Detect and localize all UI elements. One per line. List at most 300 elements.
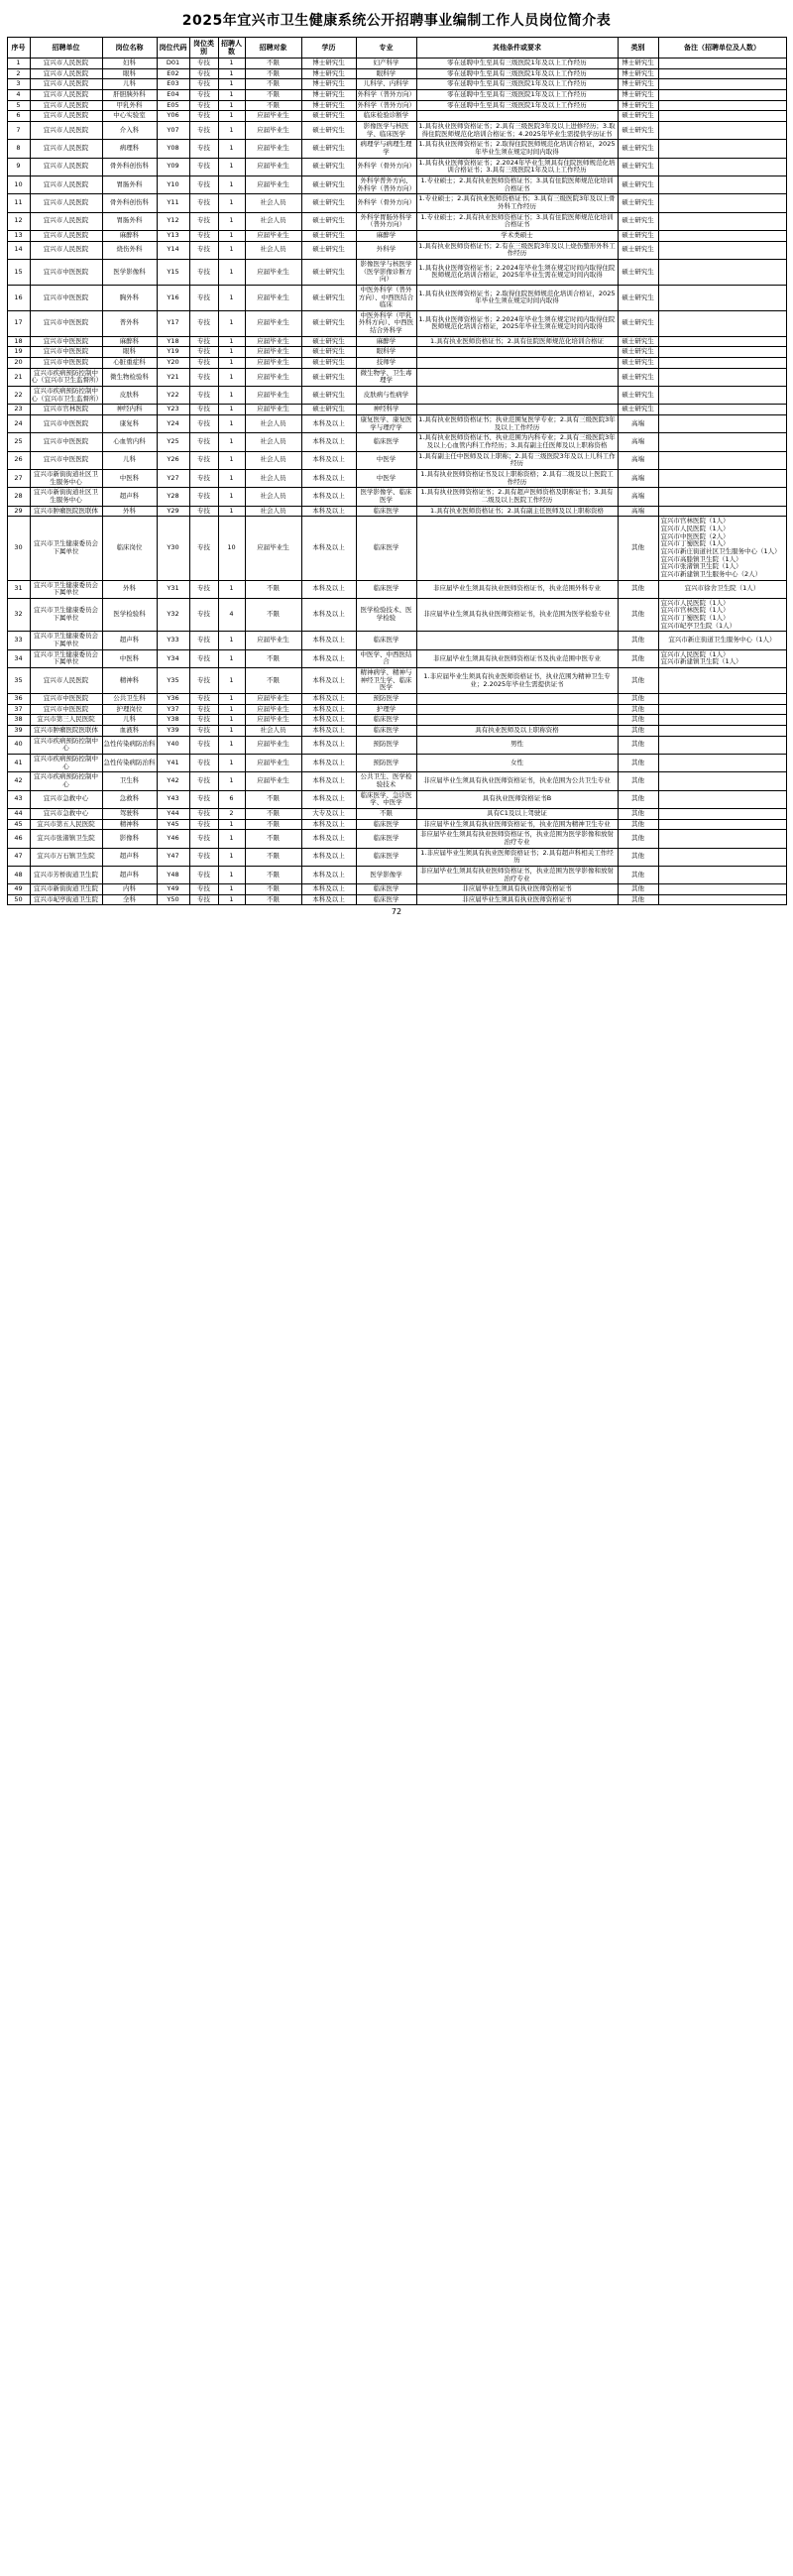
- row-code: Y06: [157, 111, 189, 122]
- col-major: 专业: [356, 38, 416, 59]
- job-positions-table: [7, 37, 787, 905]
- row-other: 男性: [416, 736, 618, 754]
- row-no: 21: [7, 368, 30, 386]
- row-major: 护理学: [356, 704, 416, 715]
- row-unit: 宜兴市卫生健康委员会下属单位: [30, 649, 102, 667]
- row-edu: 博士研究生: [301, 59, 356, 69]
- row-no: 24: [7, 415, 30, 433]
- row-num: 1: [218, 580, 245, 598]
- row-remark: [658, 368, 786, 386]
- row-major: 临床医学: [356, 726, 416, 737]
- table-row: [7, 387, 786, 405]
- row-other: 1.具有执业医师资格证书；2.具有超声医师资格及职称证书；3.具有二级及以上医院工作经历: [416, 488, 618, 506]
- row-target: 不限: [245, 90, 301, 101]
- row-code: E04: [157, 90, 189, 101]
- row-unit: 宜兴市人民医院: [30, 122, 102, 140]
- row-unit: 宜兴市人民医院: [30, 176, 102, 193]
- row-type: 专技: [189, 598, 218, 632]
- row-no: 43: [7, 790, 30, 808]
- row-edu: 硕士研究生: [301, 212, 356, 230]
- row-edu: 硕士研究生: [301, 230, 356, 241]
- col-num: 招聘人数: [218, 38, 245, 59]
- table-row: [7, 726, 786, 737]
- row-edu: 本科及以上: [301, 736, 356, 754]
- row-no: 4: [7, 90, 30, 101]
- row-post: 甲乳外科: [102, 100, 157, 111]
- row-no: 11: [7, 194, 30, 212]
- row-post: 外科: [102, 580, 157, 598]
- row-major: 妇产科学: [356, 59, 416, 69]
- row-no: 46: [7, 830, 30, 848]
- row-remark: [658, 336, 786, 347]
- row-code: Y24: [157, 415, 189, 433]
- row-type: 专技: [189, 715, 218, 726]
- row-num: 1: [218, 866, 245, 883]
- row-other: 1.具有执业医师资格证书；2.取得住院医师规范化培训合格证，2025年毕业生须在规定时间内取得: [416, 285, 618, 310]
- row-num: 1: [218, 488, 245, 506]
- row-remark: [658, 884, 786, 895]
- row-type: 专技: [189, 100, 218, 111]
- table-row: [7, 241, 786, 259]
- row-no: 19: [7, 347, 30, 358]
- row-post: 超声科: [102, 848, 157, 866]
- row-remark: [658, 158, 786, 176]
- row-code: Y12: [157, 212, 189, 230]
- row-num: 1: [218, 387, 245, 405]
- table-row: [7, 894, 786, 905]
- row-remark: [658, 387, 786, 405]
- row-code: Y22: [157, 387, 189, 405]
- row-remark: 宜兴市新庄街道卫生服务中心（1人）: [658, 632, 786, 649]
- row-remark: [658, 808, 786, 819]
- row-major: 外科学（骨外方向）: [356, 194, 416, 212]
- row-unit: 宜兴市中医医院: [30, 415, 102, 433]
- col-target: 招聘对象: [245, 38, 301, 59]
- row-target: 应届毕业生: [245, 336, 301, 347]
- row-type: 专技: [189, 506, 218, 517]
- row-major: 神经科学: [356, 405, 416, 415]
- row-major: 麻醉学: [356, 336, 416, 347]
- row-edu: 本科及以上: [301, 694, 356, 705]
- row-category: 其他: [618, 668, 658, 694]
- row-category: 高端: [618, 451, 658, 469]
- row-no: 37: [7, 704, 30, 715]
- row-no: 28: [7, 488, 30, 506]
- row-category: 硕士研究生: [618, 405, 658, 415]
- row-category: 博士研究生: [618, 90, 658, 101]
- row-edu: 本科及以上: [301, 848, 356, 866]
- row-code: Y18: [157, 336, 189, 347]
- row-code: Y13: [157, 230, 189, 241]
- row-edu: 本科及以上: [301, 580, 356, 598]
- row-target: 应届毕业生: [245, 285, 301, 310]
- row-remark: [658, 506, 786, 517]
- row-num: 10: [218, 517, 245, 580]
- row-post: 心脏重症科: [102, 358, 157, 369]
- row-unit: 宜兴市新街街道卫生院: [30, 884, 102, 895]
- row-target: 应届毕业生: [245, 259, 301, 285]
- row-remark: [658, 772, 786, 790]
- row-code: Y28: [157, 488, 189, 506]
- row-type: 专技: [189, 368, 218, 386]
- row-major: 影像医学与核医学、临床医学: [356, 122, 416, 140]
- row-post: 胸外科: [102, 285, 157, 310]
- table-row: [7, 336, 786, 347]
- row-type: 专技: [189, 819, 218, 830]
- row-code: Y36: [157, 694, 189, 705]
- row-major: 临床检验诊断学: [356, 111, 416, 122]
- row-num: 1: [218, 90, 245, 101]
- row-category: 其他: [618, 894, 658, 905]
- row-other: 1.具有副主任中医师及以上职称；2.具有三级医院3年及以上儿科工作经历: [416, 451, 618, 469]
- row-no: 5: [7, 100, 30, 111]
- row-remark: [658, 310, 786, 336]
- row-major: 外科学普外方向、外科学（普外方向）: [356, 176, 416, 193]
- row-remark: [658, 866, 786, 883]
- row-remark: [658, 451, 786, 469]
- row-target: 应届毕业生: [245, 176, 301, 193]
- row-num: 6: [218, 790, 245, 808]
- row-post: 介入科: [102, 122, 157, 140]
- row-type: 专技: [189, 122, 218, 140]
- row-other: 非应届毕业生须具有执业医师资格证书: [416, 894, 618, 905]
- row-no: 9: [7, 158, 30, 176]
- row-edu: 硕士研究生: [301, 122, 356, 140]
- row-post: 临床岗位: [102, 517, 157, 580]
- row-category: 硕士研究生: [618, 122, 658, 140]
- table-row: [7, 230, 786, 241]
- row-other: 零在延聘中生至具有三级医院1年及以上工作经历: [416, 100, 618, 111]
- row-post: 公共卫生科: [102, 694, 157, 705]
- row-edu: 硕士研究生: [301, 358, 356, 369]
- table-row: [7, 158, 786, 176]
- row-num: 1: [218, 469, 245, 487]
- row-unit: 宜兴市急救中心: [30, 808, 102, 819]
- row-no: 49: [7, 884, 30, 895]
- row-unit: 宜兴市屺亭街道卫生院: [30, 894, 102, 905]
- table-row: [7, 506, 786, 517]
- row-unit: 宜兴市万石镇卫生院: [30, 848, 102, 866]
- row-other: [416, 358, 618, 369]
- row-category: 硕士研究生: [618, 387, 658, 405]
- row-remark: [658, 358, 786, 369]
- row-type: 专技: [189, 405, 218, 415]
- row-post: 微生物检验科: [102, 368, 157, 386]
- row-major: 外科学（普外方向）: [356, 100, 416, 111]
- row-num: 1: [218, 79, 245, 90]
- row-type: 专技: [189, 176, 218, 193]
- page-number: 72: [391, 907, 402, 917]
- row-code: Y48: [157, 866, 189, 883]
- row-unit: 宜兴市新街街道社区卫生服务中心: [30, 469, 102, 487]
- row-type: 专技: [189, 866, 218, 883]
- row-num: 1: [218, 140, 245, 158]
- row-edu: 博士研究生: [301, 100, 356, 111]
- row-edu: 本科及以上: [301, 488, 356, 506]
- row-other: 学术类硕士: [416, 230, 618, 241]
- row-code: Y21: [157, 368, 189, 386]
- row-no: 15: [7, 259, 30, 285]
- row-no: 29: [7, 506, 30, 517]
- row-unit: 宜兴市肿瘤医院医联体: [30, 726, 102, 737]
- table-row: [7, 79, 786, 90]
- row-num: 1: [218, 726, 245, 737]
- row-num: 1: [218, 336, 245, 347]
- row-category: 其他: [618, 866, 658, 883]
- row-no: 35: [7, 668, 30, 694]
- row-major: 影像医学与核医学（医学影像诊断方向）: [356, 259, 416, 285]
- row-post: 护理岗位: [102, 704, 157, 715]
- row-type: 专技: [189, 433, 218, 451]
- row-remark: [658, 488, 786, 506]
- row-code: Y07: [157, 122, 189, 140]
- row-no: 40: [7, 736, 30, 754]
- row-code: Y33: [157, 632, 189, 649]
- row-post: 骨外科创伤科: [102, 194, 157, 212]
- row-post: 驾驶科: [102, 808, 157, 819]
- row-other: 非应届毕业生须具有执业医师资格证书，执业范围为医学影像和放射治疗专业: [416, 830, 618, 848]
- row-category: 高端: [618, 506, 658, 517]
- row-post: 超声科: [102, 632, 157, 649]
- row-unit: 宜兴市疾病预防控制中心: [30, 754, 102, 771]
- row-edu: 硕士研究生: [301, 176, 356, 193]
- row-post: 康复科: [102, 415, 157, 433]
- row-other: 1.具有执业医师资格证书；执业范围复医学专业；2.具有三级医院3年及以上工作经历: [416, 415, 618, 433]
- row-code: Y32: [157, 598, 189, 632]
- row-major: 微生物学、卫生毒理学: [356, 368, 416, 386]
- row-type: 专技: [189, 894, 218, 905]
- row-major: 预防医学: [356, 754, 416, 771]
- row-post: 骨外科创伤科: [102, 158, 157, 176]
- row-no: 33: [7, 632, 30, 649]
- row-num: 1: [218, 405, 245, 415]
- row-type: 专技: [189, 830, 218, 848]
- row-code: Y19: [157, 347, 189, 358]
- row-no: 13: [7, 230, 30, 241]
- table-row: [7, 176, 786, 193]
- row-other: [416, 405, 618, 415]
- row-num: 1: [218, 819, 245, 830]
- row-code: Y15: [157, 259, 189, 285]
- row-remark: [658, 90, 786, 101]
- table-row: [7, 59, 786, 69]
- row-category: 其他: [618, 517, 658, 580]
- row-type: 专技: [189, 884, 218, 895]
- row-post: 神经内科: [102, 405, 157, 415]
- row-post: 急救科: [102, 790, 157, 808]
- table-row: [7, 122, 786, 140]
- row-unit: 宜兴市中医医院: [30, 694, 102, 705]
- row-code: Y25: [157, 433, 189, 451]
- row-category: 硕士研究生: [618, 212, 658, 230]
- row-category: 其他: [618, 754, 658, 771]
- row-other: 非应届毕业生须具有执业医师资格证书: [416, 884, 618, 895]
- row-category: 博士研究生: [618, 68, 658, 79]
- row-post: 胃肠外科: [102, 176, 157, 193]
- row-remark: [658, 469, 786, 487]
- row-category: 其他: [618, 884, 658, 895]
- row-code: Y26: [157, 451, 189, 469]
- row-num: 1: [218, 884, 245, 895]
- row-no: 7: [7, 122, 30, 140]
- row-other: 具有C1及以上驾驶证: [416, 808, 618, 819]
- row-major: 康复医学、康复医学与理疗学: [356, 415, 416, 433]
- col-other: 其他条件或要求: [416, 38, 618, 59]
- row-num: 1: [218, 347, 245, 358]
- row-unit: 宜兴市人民医院: [30, 79, 102, 90]
- row-target: 不限: [245, 580, 301, 598]
- row-no: 31: [7, 580, 30, 598]
- row-other: 1.具有执业医师资格证书及以上职称资格；2.具有二级及以上医院工作经历: [416, 469, 618, 487]
- row-category: 博士研究生: [618, 79, 658, 90]
- row-edu: 本科及以上: [301, 433, 356, 451]
- row-code: Y38: [157, 715, 189, 726]
- row-edu: 本科及以上: [301, 598, 356, 632]
- row-unit: 宜兴市第五人民医院: [30, 819, 102, 830]
- row-post: 超声科: [102, 866, 157, 883]
- row-remark: [658, 212, 786, 230]
- row-target: 不限: [245, 59, 301, 69]
- row-no: 32: [7, 598, 30, 632]
- row-other: 非应届毕业生须具有执业医师资格证书，执业范围为公共卫生专业: [416, 772, 618, 790]
- row-num: 1: [218, 259, 245, 285]
- row-category: 其他: [618, 694, 658, 705]
- row-code: Y43: [157, 790, 189, 808]
- row-category: 其他: [618, 790, 658, 808]
- table-body: [7, 59, 786, 905]
- row-major: 精神病学、精神与神经卫生学、临床医学: [356, 668, 416, 694]
- row-no: 16: [7, 285, 30, 310]
- row-target: 应届毕业生: [245, 310, 301, 336]
- row-category: 高端: [618, 488, 658, 506]
- row-type: 专技: [189, 772, 218, 790]
- row-major: 儿科学、内科学: [356, 79, 416, 90]
- row-no: 50: [7, 894, 30, 905]
- row-type: 专技: [189, 347, 218, 358]
- table-row: [7, 68, 786, 79]
- row-no: 6: [7, 111, 30, 122]
- row-major: 外科学胃肠外科学（普外方向）: [356, 212, 416, 230]
- row-num: 1: [218, 176, 245, 193]
- row-category: 硕士研究生: [618, 158, 658, 176]
- row-edu: 硕士研究生: [301, 285, 356, 310]
- row-remark: [658, 111, 786, 122]
- row-target: 社会人员: [245, 415, 301, 433]
- row-category: 其他: [618, 580, 658, 598]
- row-major: 临床医学: [356, 848, 416, 866]
- row-target: 应届毕业生: [245, 405, 301, 415]
- row-post: 医学影像科: [102, 259, 157, 285]
- col-edu: 学历: [301, 38, 356, 59]
- row-target: 应届毕业生: [245, 140, 301, 158]
- row-no: 26: [7, 451, 30, 469]
- row-unit: 宜兴市肿瘤医院医联体: [30, 506, 102, 517]
- row-edu: 本科及以上: [301, 790, 356, 808]
- row-no: 38: [7, 715, 30, 726]
- row-target: 社会人员: [245, 194, 301, 212]
- row-unit: 宜兴市疾病预防控制中心（宜兴市卫生监督所）: [30, 368, 102, 386]
- row-num: 1: [218, 830, 245, 848]
- row-post: 急性传染病防治科: [102, 754, 157, 771]
- row-major: 临床医学: [356, 517, 416, 580]
- row-major: 中医学、中西医结合: [356, 649, 416, 667]
- row-edu: 本科及以上: [301, 830, 356, 848]
- row-type: 专技: [189, 736, 218, 754]
- row-num: 2: [218, 808, 245, 819]
- row-type: 专技: [189, 580, 218, 598]
- row-other: 1.具有执业医师资格证书；2.取得住院医师规范化培训合格证，2025年毕业生须在规定时间内取得: [416, 140, 618, 158]
- table-row: [7, 194, 786, 212]
- row-target: 社会人员: [245, 488, 301, 506]
- row-target: 社会人员: [245, 212, 301, 230]
- row-edu: 硕士研究生: [301, 158, 356, 176]
- row-post: 肝胆胰外科: [102, 90, 157, 101]
- row-edu: 硕士研究生: [301, 405, 356, 415]
- row-target: 社会人员: [245, 726, 301, 737]
- row-no: 18: [7, 336, 30, 347]
- row-type: 专技: [189, 387, 218, 405]
- row-no: 34: [7, 649, 30, 667]
- row-post: 妇科: [102, 59, 157, 69]
- row-unit: 宜兴市疾病预防控制中心（宜兴市卫生监督所）: [30, 387, 102, 405]
- row-no: 10: [7, 176, 30, 193]
- row-type: 专技: [189, 632, 218, 649]
- row-major: 眼科学: [356, 347, 416, 358]
- row-num: 1: [218, 848, 245, 866]
- row-target: 应届毕业生: [245, 358, 301, 369]
- row-edu: 硕士研究生: [301, 111, 356, 122]
- table-row: [7, 368, 786, 386]
- row-num: 1: [218, 715, 245, 726]
- table-row: [7, 140, 786, 158]
- row-type: 专技: [189, 808, 218, 819]
- row-major: 临床医学: [356, 632, 416, 649]
- table-row: [7, 347, 786, 358]
- table-row: [7, 517, 786, 580]
- row-type: 专技: [189, 469, 218, 487]
- row-code: D01: [157, 59, 189, 69]
- row-type: 专技: [189, 668, 218, 694]
- row-code: Y44: [157, 808, 189, 819]
- row-post: 心血管内科: [102, 433, 157, 451]
- row-major: 麻醉学: [356, 230, 416, 241]
- row-post: 儿科: [102, 79, 157, 90]
- row-other: [416, 704, 618, 715]
- row-edu: 硕士研究生: [301, 241, 356, 259]
- row-target: 应届毕业生: [245, 347, 301, 358]
- row-no: 25: [7, 433, 30, 451]
- row-edu: 硕士研究生: [301, 194, 356, 212]
- row-target: 不限: [245, 79, 301, 90]
- row-other: 具有执业医师及以上职称资格: [416, 726, 618, 737]
- page-title: 2025年宜兴市卫生健康系统公开招聘事业编制工作人员岗位简介表: [181, 13, 612, 29]
- row-post: 急性传染病防治科: [102, 736, 157, 754]
- row-unit: 宜兴市卫生健康委员会下属单位: [30, 517, 102, 580]
- row-target: 应届毕业生: [245, 694, 301, 705]
- row-other: 1.非应届毕业生须具有执业医师资格证书，执业范围为精神卫生专业；2.2025年毕业生需提供证书: [416, 668, 618, 694]
- row-category: 硕士研究生: [618, 358, 658, 369]
- row-num: 1: [218, 368, 245, 386]
- row-unit: 宜兴市人民医院: [30, 100, 102, 111]
- table-row: [7, 580, 786, 598]
- row-num: 1: [218, 668, 245, 694]
- row-num: 1: [218, 68, 245, 79]
- row-major: 不限: [356, 808, 416, 819]
- row-category: 硕士研究生: [618, 336, 658, 347]
- row-remark: [658, 736, 786, 754]
- row-post: 精神科: [102, 819, 157, 830]
- row-no: 45: [7, 819, 30, 830]
